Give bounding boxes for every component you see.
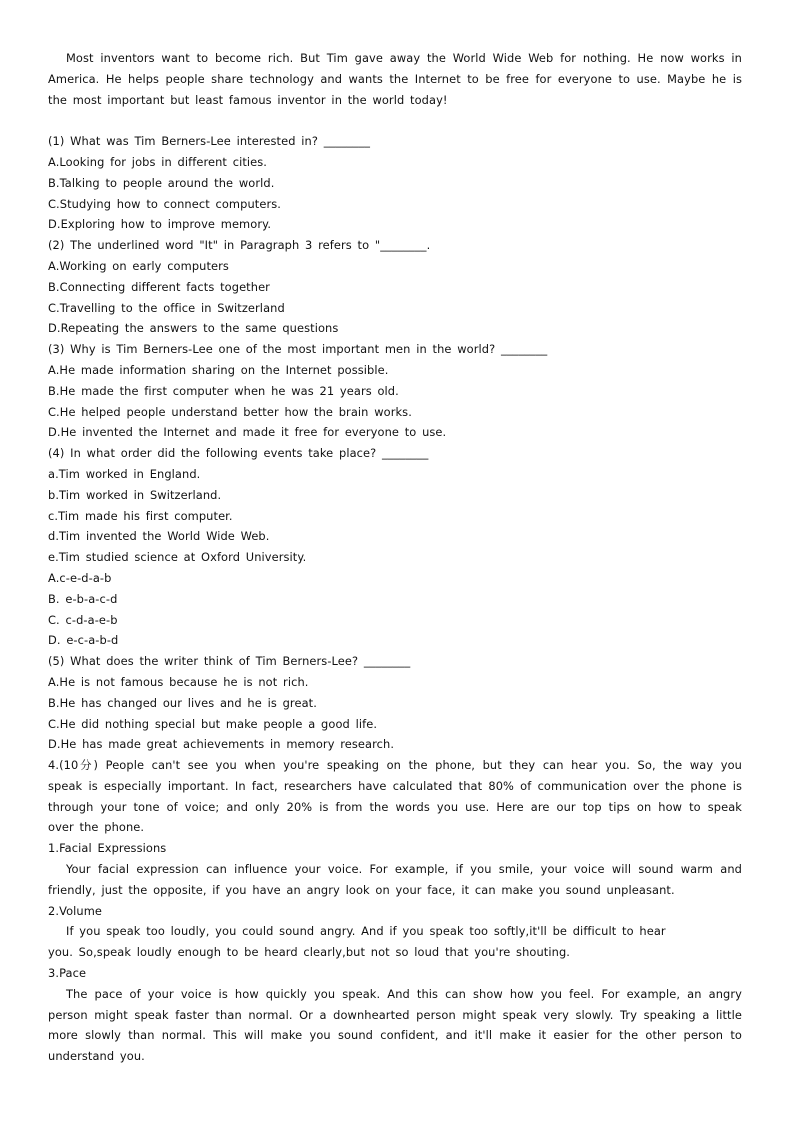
question-1-option-a: A.Looking for jobs in different cities. [48,154,268,169]
tip-1-body: Your facial expression can influence your voice. For example, if you smile, your voice will sound warm and friendly, just the opposite, if you have an angry look on your face, it can make you sound unpleasant. [48,862,742,897]
question-5-option-d: D.He has made great achievements in memory research. [48,737,395,752]
passage-intro: Most inventors want to become rich. But Tim gave away the World Wide Web for nothing. He now works in America. He helps people share technology and wants the Internet to be free for everyone to use. Maybe he is the most important but least famous inventor in the world today! [48,51,742,107]
document-page [48,48,742,1067]
question-2-stem: (2) The underlined word "It" in Paragraph 3 refers to "________. [48,238,431,253]
question-4-event-d: d.Tim invented the World Wide Web. [48,529,270,544]
question-5-stem: (5) What does the writer think of Tim Berners-Lee? ________ [48,654,411,669]
question-5-option-b: B.He has changed our lives and he is great. [48,695,317,710]
question-4-option-b: B. e-b-a-c-d [48,591,118,606]
question-1-stem: (1) What was Tim Berners-Lee interested in? ________ [48,134,371,149]
question-4-option-d: D. e-c-a-b-d [48,633,119,648]
question-4-option-c: C. c-d-a-e-b [48,612,118,627]
question-1-option-d: D.Exploring how to improve memory. [48,217,272,232]
question-4-event-c: c.Tim made his first computer. [48,508,233,523]
tip-3-body: The pace of your voice is how quickly you speak. And this can show how you feel. For example, an angry person might speak faster than normal. Or a downhearted person might speak very slowly. Try speaking a little more slowly than normal. This will make you sound confident, and it'll make it easier for the other person to understand you. [48,986,742,1064]
tip-2-body-line-1: If you speak too loudly, you could sound angry. And if you speak too softly,it'll be difficult to hear [66,924,666,939]
question-1-option-c: C.Studying how to connect computers. [48,196,281,211]
blank-line [48,110,742,131]
question-2-option-a: A.Working on early computers [48,258,229,273]
question-3-option-b: B.He made the first computer when he was 21 years old. [48,383,399,398]
tip-1-heading: 1.Facial Expressions [48,841,167,856]
question-3-option-c: C.He helped people understand better how the brain works. [48,404,412,419]
question-4-event-a: a.Tim worked in England. [48,466,201,481]
question-3-stem: (3) Why is Tim Berners-Lee one of the most important men in the world? ________ [48,342,548,357]
question-3-option-d: D.He invented the Internet and made it free for everyone to use. [48,425,447,440]
question-4-stem: (4) In what order did the following events take place? ________ [48,446,429,461]
question-1-option-b: B.Talking to people around the world. [48,175,275,190]
question-2-option-b: B.Connecting different facts together [48,279,270,294]
section-4-intro: 4.(10分) People can't see you when you're speaking on the phone, but they can hear you. So, the way you speak is especially important. In fact, researchers have calculated that 80% of communication over the phone is through your tone of voice; and only 20% is from the words you use. Here are our top tips on how to speak over the phone. [48,758,742,835]
question-2-option-c: C.Travelling to the office in Switzerland [48,300,285,315]
question-5-option-a: A.He is not famous because he is not rich. [48,674,309,689]
question-4-event-b: b.Tim worked in Switzerland. [48,487,222,502]
tip-3-heading: 3.Pace [48,966,87,981]
question-3-option-a: A.He made information sharing on the Internet possible. [48,362,389,377]
question-2-option-d: D.Repeating the answers to the same questions [48,321,339,336]
question-5-option-c: C.He did nothing special but make people a good life. [48,716,378,731]
question-4-option-a: A.c-e-d-a-b [48,570,112,585]
question-4-event-e: e.Tim studied science at Oxford University. [48,550,307,565]
tip-2-body-line-2: you. So,speak loudly enough to be heard clearly,but not so loud that you're shouting. [48,945,570,960]
tip-2-heading: 2.Volume [48,903,103,918]
